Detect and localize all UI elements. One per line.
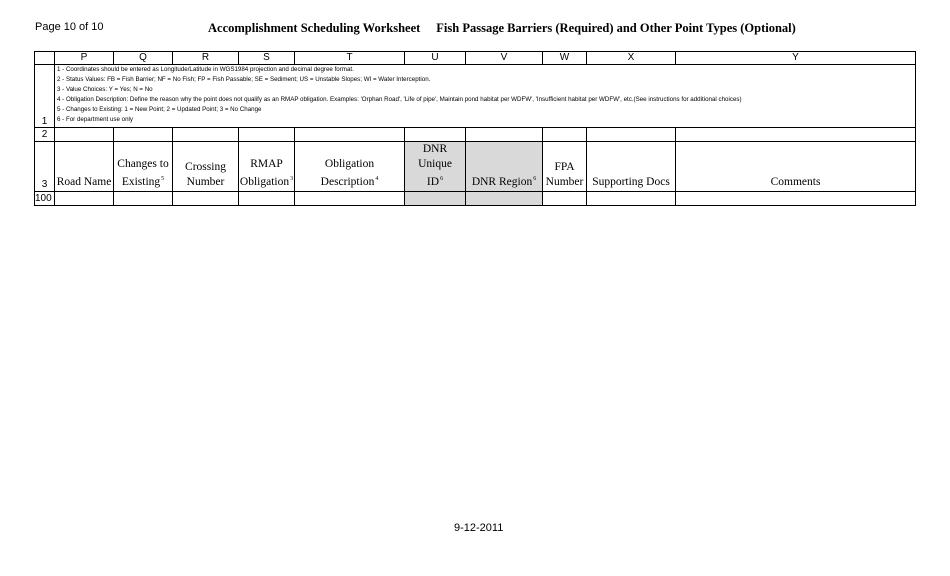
col-header-y: Y [676,52,916,65]
cell-w2[interactable] [543,128,587,142]
col-header-w: W [543,52,587,65]
header-obligation-description[interactable]: Obligation Description$^4$ [295,142,405,192]
worksheet-table [34,51,916,206]
note-3: 3 - Value Choices: Y = Yes; N = No [57,86,153,94]
header-dnr-region[interactable]: DNR Region$^6$ [466,142,543,192]
note-5: 5 - Changes to Existing: 1 = New Point; 2 = Updated Point; 3 = No Change [57,106,262,114]
note-1: 1 - Coordinates should be entered as Longitude/Latitude in WGS1984 projection and decimal degree format. [57,66,354,73]
cell-w100[interactable] [543,192,587,206]
row-100 [35,192,916,206]
notes-cell[interactable] [55,65,916,128]
header-road-name[interactable]: Road Name [55,142,114,192]
header-supporting-docs[interactable]: Supporting Docs [587,142,676,192]
notes-row [35,65,916,128]
title-left: Accomplishment Scheduling Worksheet [208,21,421,35]
row-number-100: 100 [35,192,55,206]
cell-p100[interactable] [55,192,114,206]
footer-date: 9-12-2011 [454,522,504,534]
cell-p2[interactable] [55,128,114,142]
note-2: 2 - Status Values: FB = Fish Barrier; NF = No Fish; FP = Fish Passable; SE = Sediment; US = Unstable Slopes; WI = Water Interception. [57,76,431,84]
col-header-r: R [173,52,239,65]
header-comments[interactable]: Comments [676,142,916,192]
corner-cell [35,52,55,65]
column-header-row [35,52,916,65]
row-number-3: 3 [35,142,55,192]
cell-s100[interactable] [239,192,295,206]
title-right: Fish Passage Barriers (Required) and Other Point Types (Optional) [436,21,796,35]
col-header-u: U [405,52,466,65]
page-title [208,21,796,36]
row-number-2: 2 [35,128,55,142]
col-header-v: V [466,52,543,65]
col-header-t: T [295,52,405,65]
header-dnr-unique-id[interactable]: DNR Unique $ID^6$ [405,142,466,192]
cell-q2[interactable] [114,128,173,142]
cell-x100[interactable] [587,192,676,206]
field-header-row [35,142,916,192]
col-header-q: Q [114,52,173,65]
header-crossing-number[interactable]: Crossing Number [173,142,239,192]
col-header-s: S [239,52,295,65]
cell-y2[interactable] [676,128,916,142]
cell-u100[interactable] [405,192,466,206]
header-rmap-obligation[interactable]: RMAP Obligation$^3$ [239,142,295,192]
page-number: Page 10 of 10 [35,21,104,33]
header-changes-to-existing[interactable]: Changes to Existing$^5$ [114,142,173,192]
note-4: 4 - Obligation Description: Define the reason why the point does not qualify as an RMAP obligation. Examples: 'Orphan Road', 'Life of pipe', Maintain pond habitat per WDFW', 'Insufficient habitat per WDFW', etc.(See instructions for additional choices) [57,96,742,104]
note-6: 6 - For department use only [57,116,134,124]
col-header-x: X [587,52,676,65]
cell-v100[interactable] [466,192,543,206]
cell-v2[interactable] [466,128,543,142]
cell-r100[interactable] [173,192,239,206]
header-fpa-number[interactable]: FPA Number [543,142,587,192]
cell-q100[interactable] [114,192,173,206]
cell-r2[interactable] [173,128,239,142]
row-2 [35,128,916,142]
cell-s2[interactable] [239,128,295,142]
cell-y100[interactable] [676,192,916,206]
cell-t2[interactable] [295,128,405,142]
cell-t100[interactable] [295,192,405,206]
cell-x2[interactable] [587,128,676,142]
row-number-1: 1 [35,65,55,128]
col-header-p: P [55,52,114,65]
cell-u2[interactable] [405,128,466,142]
